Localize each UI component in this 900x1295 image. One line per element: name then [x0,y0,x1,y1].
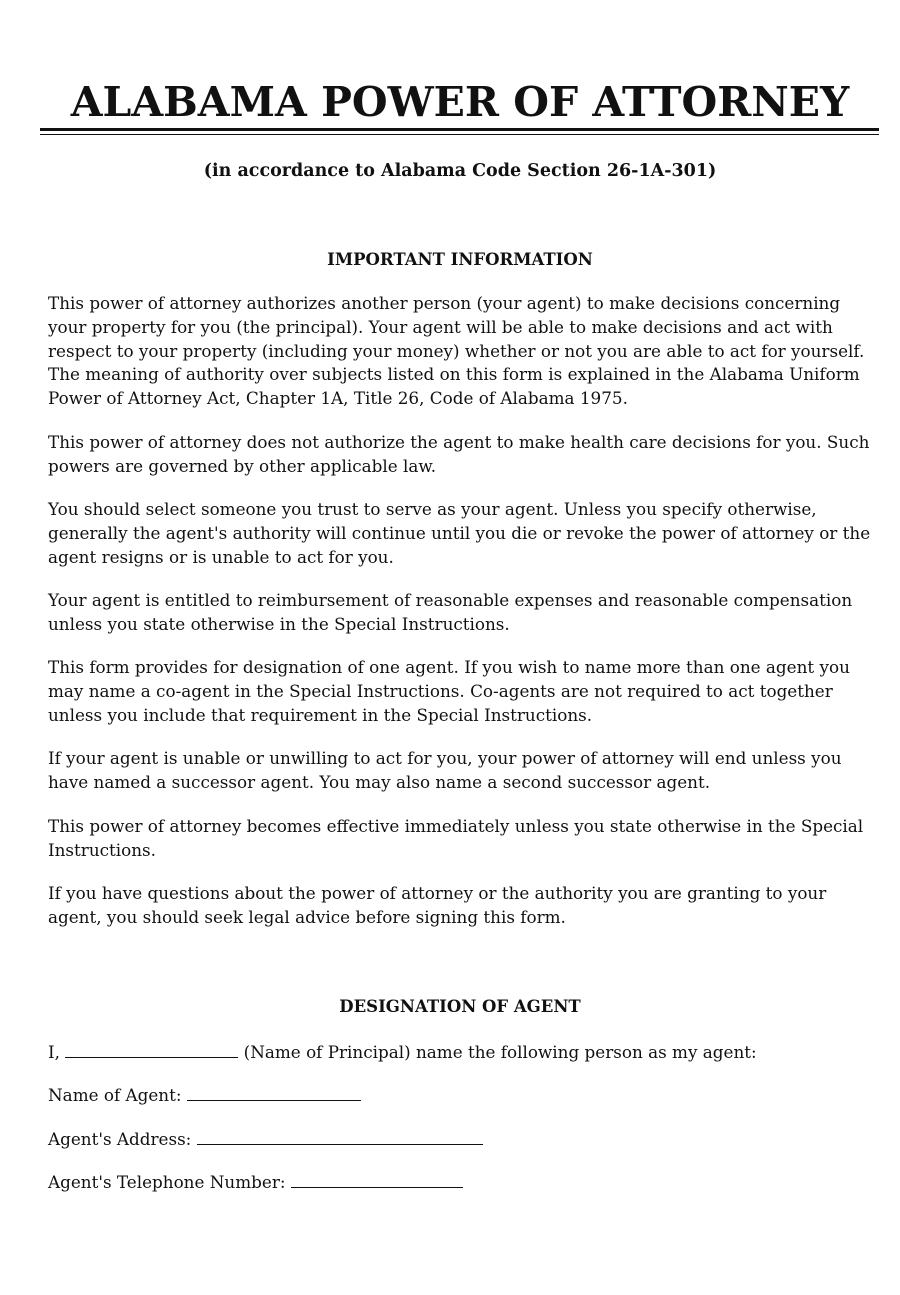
agent-phone-blank[interactable] [291,1172,463,1188]
principal-name-blank[interactable] [65,1042,238,1058]
info-paragraph-2: This power of attorney does not authorize the agent to make health care decisions for you. Such powers are governed by other applicable law. [48,432,870,476]
agent-name-label: Name of Agent: [48,1085,182,1105]
agent-address-blank[interactable] [197,1129,483,1145]
info-paragraph-5: This form provides for designation of one agent. If you wish to name more than one agent you may name a co-agent in the Special Instructions. Co-agents are not required to act together unless you include that requirement in the Special Instructions. [48,657,850,725]
info-paragraph-4: Your agent is entitled to reimbursement of reasonable expenses and reasonable compensation unless you state otherwise in the Special Instructions. [48,590,853,634]
agent-name-blank[interactable] [187,1085,361,1101]
title-rule-thin [40,134,879,135]
info-paragraph-3: You should select someone you trust to serve as your agent. Unless you specify otherwise, generally the agent's authority will continue until you die or revoke the power of attorney or the agent resigns or is unable to act for you. [48,499,871,567]
agent-address-label: Agent's Address: [48,1129,192,1149]
important-information-heading: IMPORTANT INFORMATION [327,250,593,269]
document-title: ALABAMA POWER OF ATTORNEY [70,78,850,126]
principal-line [48,1040,878,1064]
info-paragraph-7: This power of attorney becomes effective immediately unless you state otherwise in the Special Instructions. [48,816,864,860]
principal-prefix: I, [48,1042,60,1062]
document-subtitle: (in accordance to Alabama Code Section 26-1A-301) [203,161,717,181]
agent-name-line [48,1083,878,1107]
designation-of-agent-heading: DESIGNATION OF AGENT [339,997,581,1016]
title-rule-thick [40,128,879,131]
agent-phone-label: Agent's Telephone Number: [48,1172,286,1192]
agent-phone-line [48,1170,878,1194]
info-paragraph-6: If your agent is unable or unwilling to act for you, your power of attorney will end unless you have named a successor agent. You may also name a second successor agent. [48,748,842,792]
agent-address-line [48,1127,878,1151]
principal-suffix: (Name of Principal) name the following person as my agent: [243,1042,757,1062]
info-paragraph-8: If you have questions about the power of attorney or the authority you are granting to your agent, you should seek legal advice before signing this form. [48,883,827,927]
info-paragraph-1: This power of attorney authorizes another person (your agent) to make decisions concerning your property for you (the principal). Your agent will be able to make decisions and act with respect to your property (including your money) whether or not you are able to act for yourself. The meaning of authority over subjects listed on this form is explained in the Alabama Uniform Power of Attorney Act, Chapter 1A, Title 26, Code of Alabama 1975. [48,293,865,409]
